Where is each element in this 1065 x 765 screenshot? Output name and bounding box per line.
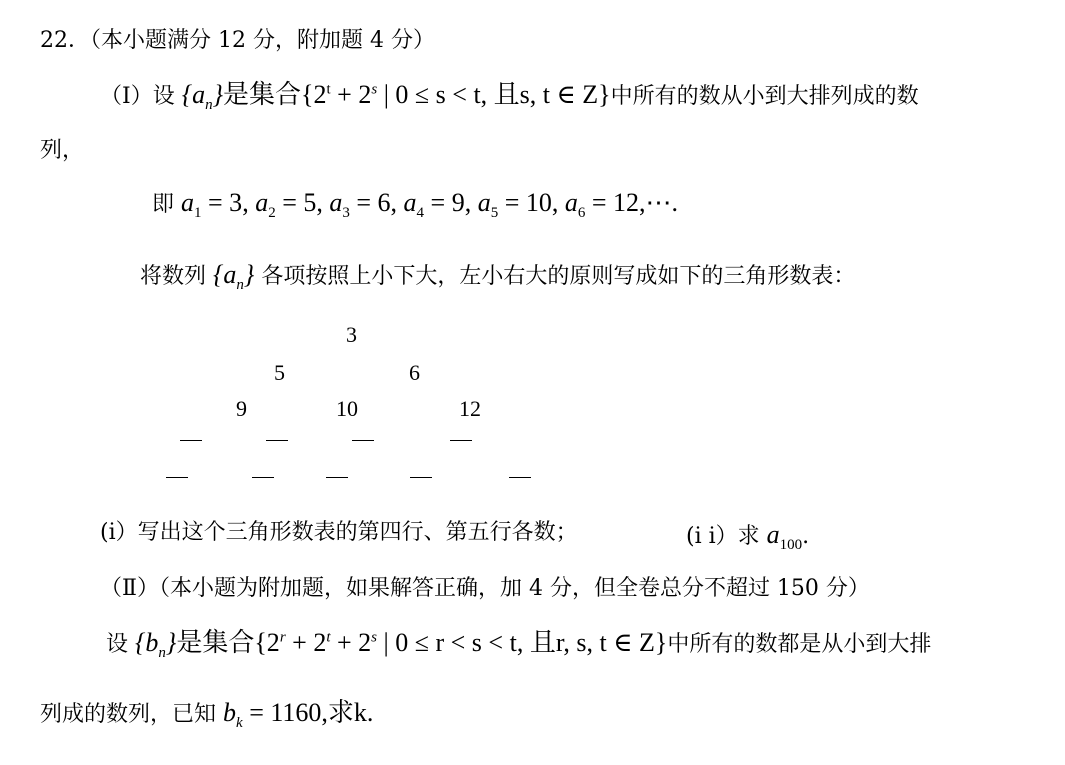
part1-tail: 中所有的数从小到大排列成的数	[610, 84, 919, 109]
seq-a-2: $\{a_n\}$	[213, 260, 255, 294]
term-1: $a_1 = 3$,	[181, 188, 256, 222]
b-k: $b_k$	[223, 698, 243, 732]
terms-line	[152, 188, 679, 222]
ie-label: 即	[152, 192, 175, 217]
tri-r3-c2: 10	[336, 396, 358, 421]
question-ii: (i i）求 $a_{100}$.	[686, 520, 810, 554]
tri-r2-c1: 5	[274, 360, 285, 385]
question-i: (i）写出这个三角形数表的第四行、第五行各数；	[100, 520, 578, 545]
part2-line2: 列成的数列，已知 $b_k = 1160$,求k.	[40, 698, 374, 732]
part1-tail2: 列，	[40, 138, 85, 163]
term-6: $a_6 = 12$	[564, 188, 640, 222]
part1-line2	[40, 140, 84, 162]
part1-line1	[100, 80, 919, 114]
blank-r5-5	[509, 477, 531, 478]
part2-line1: 设 $\{b_n\}$是集合{$2^r + 2^t + 2^s$ | 0 ≤ r < s < t, 且r, s, t ∈ Z}中所有的数都是从小到大排	[106, 628, 932, 662]
a100: $a_{100}$	[766, 520, 803, 554]
tri-r1-c1: 3	[346, 322, 357, 347]
problem-number: 22．	[40, 28, 90, 53]
blank-r4-4	[450, 440, 472, 441]
blank-r4-2	[266, 440, 288, 441]
term-3: $a_3 = 6$,	[329, 188, 404, 222]
term-4: $a_4 = 9$,	[403, 188, 478, 222]
term-5: $a_5 = 10$,	[477, 188, 565, 222]
part1-label: （Ⅰ）设	[100, 84, 175, 109]
problem-intro: （本小题满分 12 分，附加题 4 分）	[90, 28, 435, 53]
set-definition-2: 是集合{$2^r + 2^t + 2^s$ | 0 ≤ r < s < t, 且r, s, t ∈ Z}	[176, 628, 668, 657]
seq-a: $\{a_n\}$	[181, 80, 224, 114]
blank-r5-1	[166, 477, 188, 478]
blank-r5-4	[410, 477, 432, 478]
terms-list	[181, 188, 679, 222]
tri-r3-c1: 9	[236, 396, 247, 421]
terms-ellipsis: ,⋯.	[639, 188, 679, 217]
problem-header	[40, 30, 435, 52]
blank-r4-3	[352, 440, 374, 441]
blank-r5-2	[252, 477, 274, 478]
arrange-line	[140, 260, 856, 294]
blank-r4-1	[180, 440, 202, 441]
blank-r5-3	[326, 477, 348, 478]
part2-label: （Ⅱ）（本小题为附加题，如果解答正确，加 4 分，但全卷总分不超过 150 分）	[100, 576, 870, 601]
seq-b: $\{b_n\}$	[135, 628, 177, 662]
tri-r3-c3: 12	[459, 396, 481, 421]
term-2: $a_2 = 5$,	[255, 188, 330, 222]
set-definition: 是集合{$2^t + 2^s$ | 0 ≤ s < t, 且s, t ∈ Z}	[223, 80, 611, 109]
arrange-b: 各项按照上小下大，左小右大的原则写成如下的三角形数表：	[261, 264, 856, 289]
tri-r2-c2: 6	[409, 360, 420, 385]
arrange-a: 将数列	[140, 264, 207, 289]
